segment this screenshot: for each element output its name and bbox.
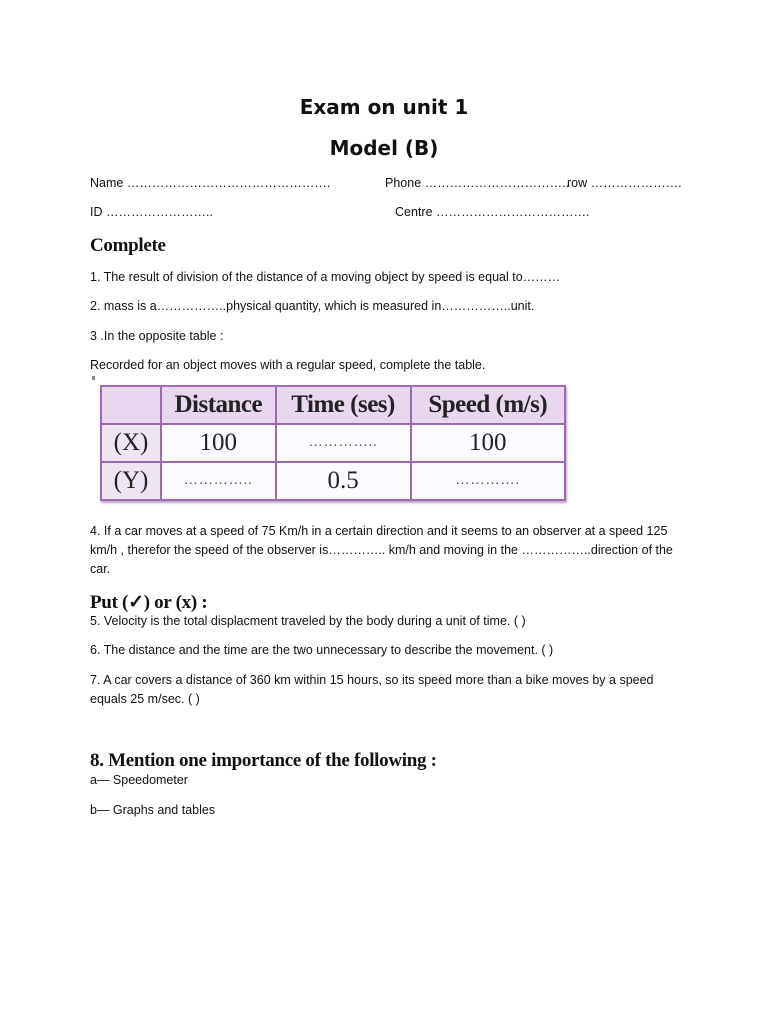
item-a-speedometer: a— Speedometer — [90, 773, 188, 787]
cell-y-distance-blank: ………….. — [161, 462, 276, 500]
question-4-line-1: 4. If a car moves at a speed of 75 Km/h in a certain direction and it seems to an observer at a speed 125 — [90, 524, 668, 538]
cell-y-speed-blank: …………. — [411, 462, 565, 500]
table-corner-cell — [101, 386, 161, 424]
mention-heading: 8. Mention one importance of the following : — [90, 750, 437, 771]
table-row — [101, 462, 565, 500]
question-4-line-2: km/h , therefor the speed of the observer is………….. km/h and moving in the ……………..direction of the — [90, 543, 673, 557]
row-field: row …………………. — [567, 176, 682, 190]
question-4-line-3: car. — [90, 562, 111, 576]
cell-x-distance: 100 — [161, 424, 276, 462]
table-header-row — [101, 386, 565, 424]
phone-field: Phone …………………………….. — [385, 176, 570, 190]
put-heading: Put (✓) or (x) : — [90, 592, 208, 613]
item-b-graphs: b— Graphs and tables — [90, 803, 216, 817]
id-field: ID …………………….. — [90, 205, 213, 219]
question-1: 1. The result of division of the distance of a moving object by speed is equal to……… — [90, 270, 561, 284]
question-6: 6. The distance and the time are the two unnecessary to describe the movement. ( ) — [90, 643, 554, 657]
question-7-line-1: 7. A car covers a distance of 360 km within 15 hours, so its speed more than a bike moves by a speed — [90, 673, 654, 687]
question-3: 3 .In the opposite table : — [90, 329, 224, 343]
header-speed: Speed (m/s) — [411, 386, 565, 424]
cell-x-speed: 100 — [411, 424, 565, 462]
centre-field: Centre ………………………………. — [395, 205, 590, 219]
question-7-line-2: equals 25 m/sec. ( ) — [90, 692, 200, 706]
row-label-y: (Y) — [101, 462, 161, 500]
header-time: Time (ses) — [276, 386, 411, 424]
model-subtitle: Model (B) — [329, 136, 439, 160]
row-label-x: (X) — [101, 424, 161, 462]
scan-mark — [92, 376, 95, 380]
name-field: Name …………………………………………. — [90, 176, 331, 190]
question-3-instruction: Recorded for an object moves with a regular speed, complete the table. — [90, 358, 486, 372]
cell-y-time: 0.5 — [276, 462, 411, 500]
complete-heading: Complete — [90, 235, 166, 256]
exam-title: Exam on unit 1 — [299, 95, 469, 119]
header-distance: Distance — [161, 386, 276, 424]
speed-table — [100, 385, 566, 501]
speed-table-image — [100, 385, 568, 503]
cell-x-time-blank: ………….. — [276, 424, 411, 462]
question-2: 2. mass is a……………..physical quantity, which is measured in……………..unit. — [90, 299, 535, 313]
table-row — [101, 424, 565, 462]
question-5: 5. Velocity is the total displacment traveled by the body during a unit of time. ( ) — [90, 614, 526, 628]
